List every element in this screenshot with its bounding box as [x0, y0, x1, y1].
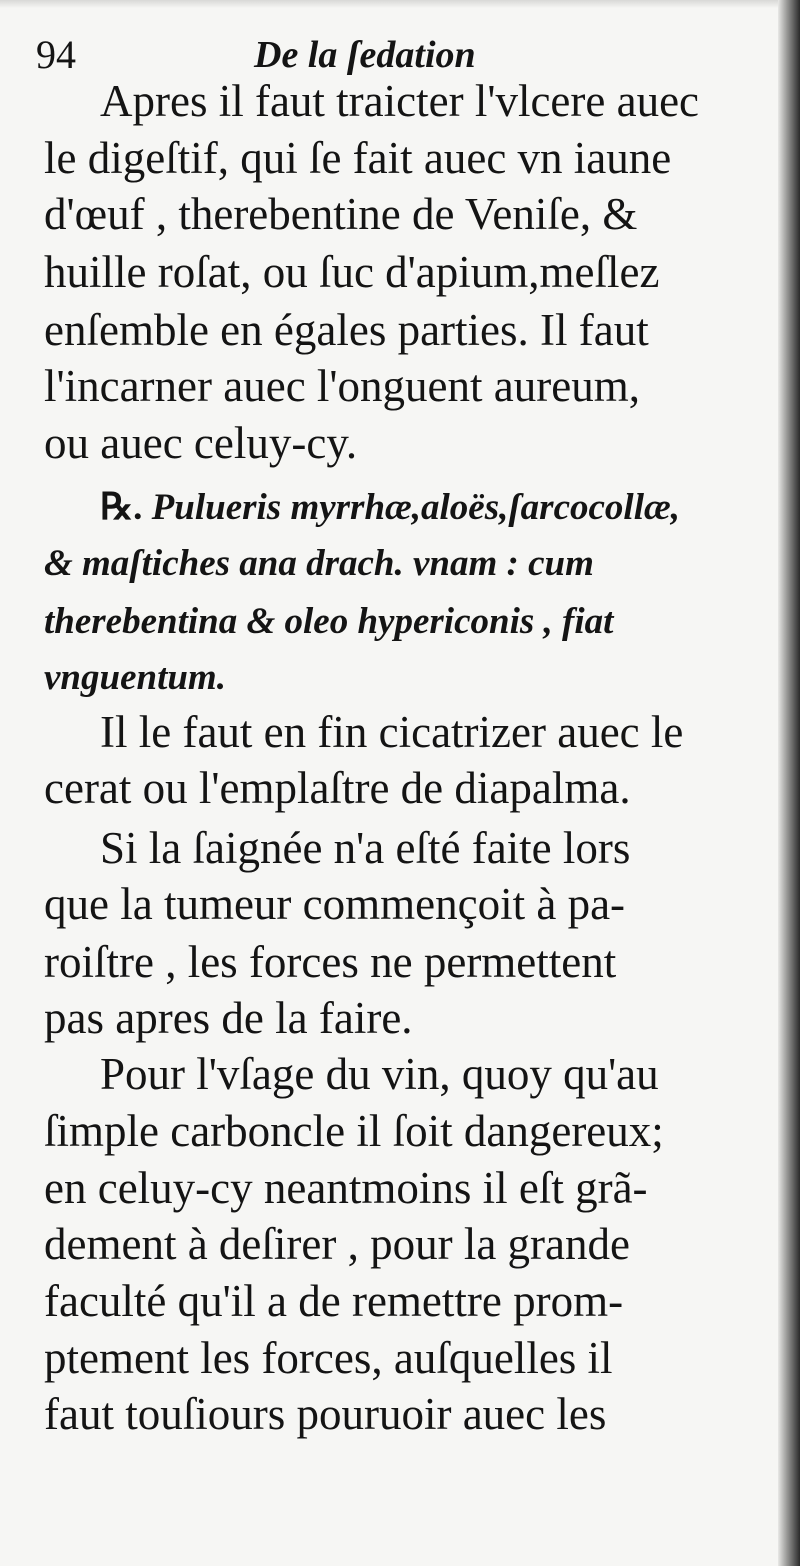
- scan-top-shadow: [0, 0, 800, 8]
- text-line: cerat ou l'emplaſtre de diapalma.: [44, 763, 631, 813]
- text-line: d'œuf , therebentine de Veniſe, &: [44, 189, 638, 239]
- page-number: 94: [36, 32, 76, 77]
- text-line: que la tumeur commençoit à pa-: [44, 879, 626, 929]
- recipe-line: therebentina & oleo hypericonis , fiat: [44, 601, 614, 642]
- text-line: dement à deſirer , pour la grande: [44, 1219, 630, 1269]
- scan-edge-shadow: [778, 0, 800, 1566]
- recipe-line: vnguentum.: [44, 657, 226, 698]
- text-line: en celuy-cy neantmoins il eſt grã-: [44, 1163, 648, 1213]
- text-line: ou auec celuy-cy.: [44, 418, 358, 468]
- text-line: pas apres de la faire.: [44, 993, 413, 1043]
- recipe-line: [100, 480, 680, 536]
- text-line: faculté qu'il a de remettre prom-: [44, 1276, 624, 1326]
- recipe-line: & maſtiches ana drach. vnam : cum: [44, 543, 594, 584]
- text-line: huille roſat, ou ſuc d'apium,meſlez: [44, 247, 660, 297]
- recipe-text: Pulueris myrrhæ,aloës,ſarcocollæ,: [151, 487, 680, 528]
- text-line: ſimple carboncle il ſoit dangereux;: [44, 1106, 664, 1156]
- recipe-symbol: ℞.: [100, 487, 143, 528]
- text-line: Si la ſaignée n'a eſté faite lors: [100, 823, 631, 873]
- text-line: le digeſtif, qui ſe fait auec vn iaune: [44, 133, 672, 183]
- text-line: faut touſiours pouruoir auec les: [44, 1389, 607, 1439]
- text-line: l'incarner auec l'onguent aureum,: [44, 361, 640, 411]
- text-line: roiſtre , les forces ne permettent: [44, 937, 617, 987]
- text-line: enſemble en égales parties. Il faut: [44, 305, 649, 355]
- text-line: Il le faut en fin cicatrizer auec le: [100, 707, 684, 757]
- text-line: Pour l'vſage du vin, quoy qu'au: [100, 1049, 659, 1099]
- text-line: Apres il faut traicter l'vlcere auec: [100, 76, 700, 126]
- text-line: ptement les forces, auſquelles il: [44, 1333, 613, 1383]
- running-title: De la ſedation: [254, 34, 476, 76]
